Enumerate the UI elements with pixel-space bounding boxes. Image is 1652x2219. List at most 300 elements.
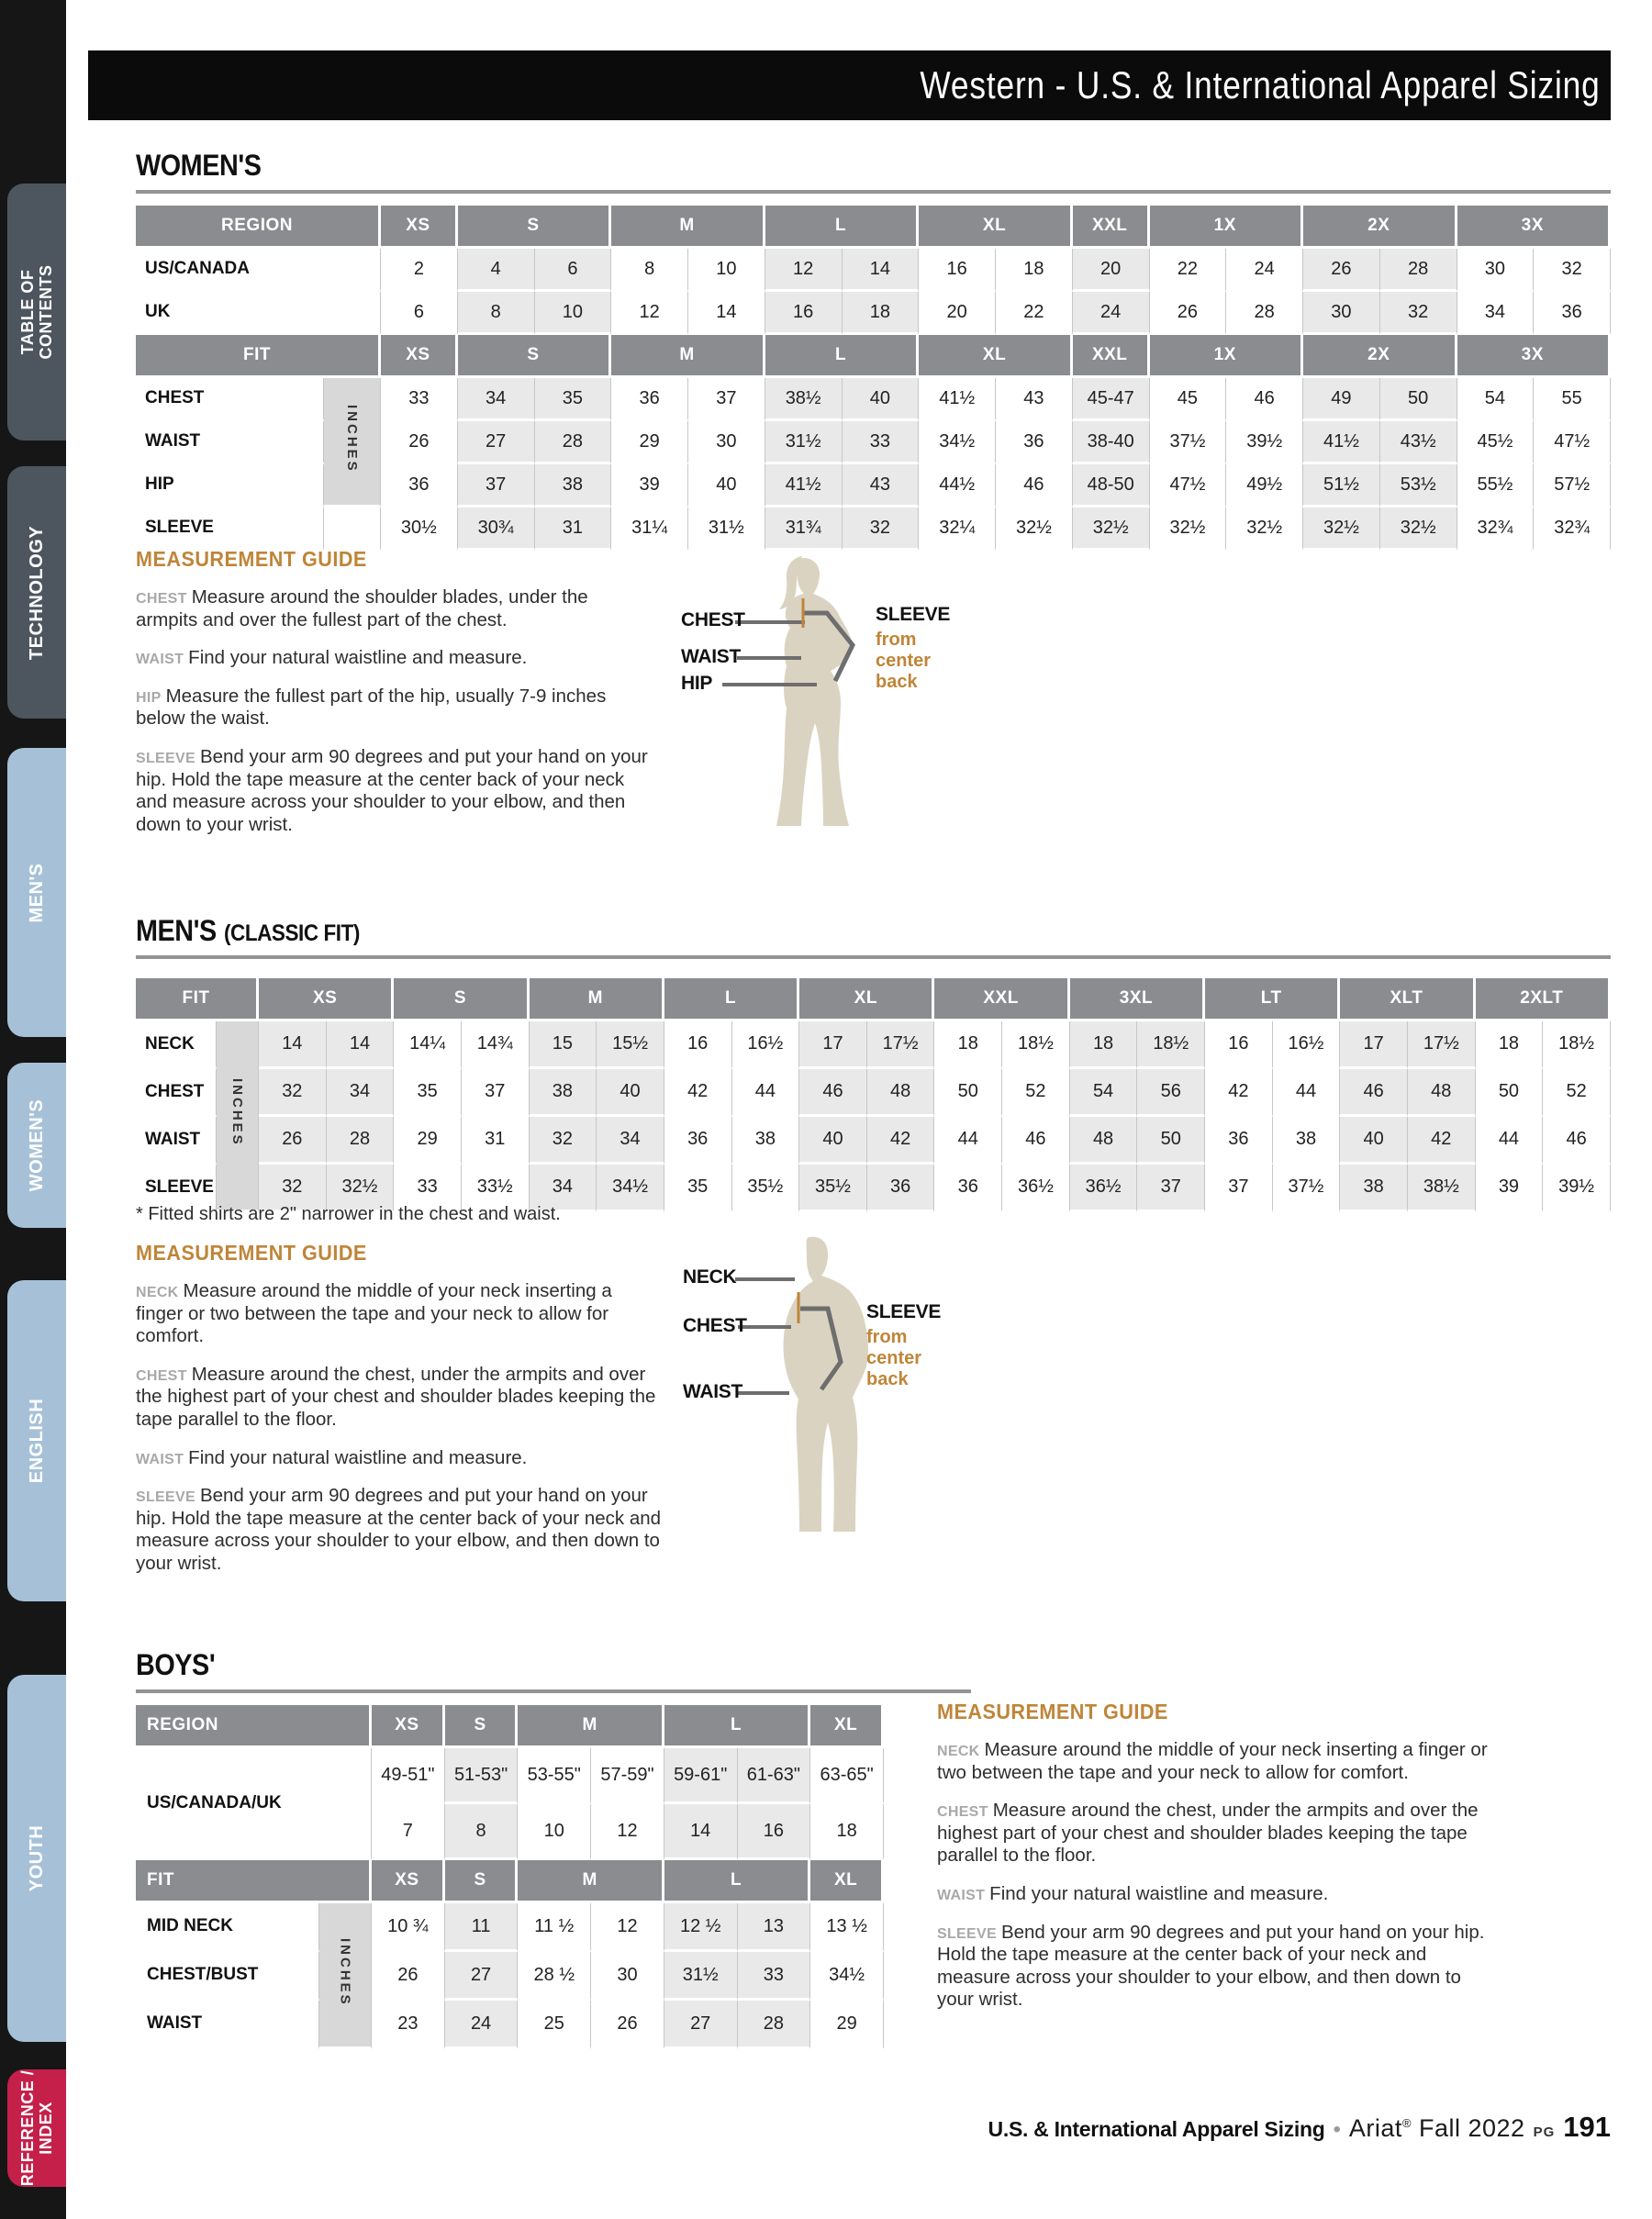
size-value-cell: 43 [996, 378, 1073, 421]
size-value-cell: 17½ [867, 1021, 935, 1069]
size-value-cell: 35 [394, 1069, 462, 1117]
size-value-cell: 7 [372, 1804, 445, 1860]
fitted-shirts-footnote: * Fitted shirts are 2" narrower in the chest and waist. [136, 1204, 561, 1224]
row-label-cell: WAIST [136, 1117, 217, 1165]
womens-measurement-guide [136, 547, 654, 852]
size-value-cell: 44 [934, 1117, 1002, 1165]
row-label-cell: US/CANADA [136, 249, 381, 292]
size-value-cell: 40 [688, 464, 765, 507]
size-value-cell: 14 [664, 1804, 738, 1860]
registered-mark: ® [1401, 2116, 1412, 2130]
size-value-cell: 37 [458, 464, 535, 507]
size-value-cell: 37½ [1273, 1165, 1341, 1212]
size-value-cell: 55½ [1457, 464, 1535, 507]
footer-bullet: • [1333, 2117, 1341, 2142]
size-value-cell: 30 [688, 421, 765, 464]
size-value-cell: 57-59" [591, 1748, 664, 1804]
size-header-cell: XL [810, 1705, 884, 1748]
size-value-cell: 38 [530, 1069, 597, 1117]
size-value-cell: 10 [688, 249, 765, 292]
size-header-cell: 3X [1457, 335, 1612, 378]
size-value-cell: 34 [458, 378, 535, 421]
size-value-cell: 15 [530, 1021, 597, 1069]
womens-table [136, 206, 1611, 551]
size-value-cell: 18 [934, 1021, 1002, 1069]
size-value-cell: 12 [765, 249, 843, 292]
size-value-cell: 46 [1002, 1117, 1070, 1165]
size-value-cell: 10 ¾ [372, 1903, 445, 1952]
boys-title-text: BOYS' [136, 1648, 216, 1681]
size-value-cell: 35 [664, 1165, 732, 1212]
size-value-cell: 30¾ [458, 507, 535, 551]
size-value-cell: 37 [1205, 1165, 1273, 1212]
guide-item-label: HIP [136, 689, 162, 706]
size-value-cell: 38½ [765, 378, 843, 421]
size-value-cell: 14¼ [394, 1021, 462, 1069]
size-value-cell: 17 [799, 1021, 867, 1069]
sidebar-tab-youth[interactable] [7, 1675, 66, 2042]
sidebar-tab-label: YOUTH [26, 1824, 47, 1892]
size-value-cell: 13 ½ [810, 1903, 884, 1952]
size-value-cell: 18 [996, 249, 1073, 292]
size-value-cell: 16 [664, 1021, 732, 1069]
size-value-cell: 10 [535, 292, 612, 335]
size-value-cell: 32½ [996, 507, 1073, 551]
size-value-cell: 8 [458, 292, 535, 335]
footer-brand-season: Ariat® Fall 2022 [1348, 2114, 1525, 2142]
size-value-cell: 26 [381, 421, 458, 464]
size-header-cell: S [394, 978, 529, 1021]
size-value-cell: 32 [259, 1069, 327, 1117]
size-value-cell: 14¾ [462, 1021, 530, 1069]
size-value-cell: 27 [458, 421, 535, 464]
size-value-cell: 35½ [799, 1165, 867, 1212]
size-value-cell: 35 [535, 378, 612, 421]
size-value-cell: 42 [867, 1117, 935, 1165]
size-value-cell: 38 [1340, 1165, 1408, 1212]
boys-sizing-table [136, 1705, 884, 2049]
figure-chest-label: CHEST [681, 609, 745, 630]
size-value-cell: 18 [1476, 1021, 1544, 1069]
size-value-cell: 2 [381, 249, 458, 292]
size-value-cell: 40 [843, 378, 920, 421]
size-value-cell: 50 [1137, 1117, 1205, 1165]
inches-blank-cell [324, 507, 381, 551]
size-header-cell: M [518, 1860, 664, 1903]
guide-item: SLEEVE Bend your arm 90 degrees and put your hand on your hip. Hold the tape measure at the center back of your neck and measure across your shoulder to your elbow, and then down to your wrist. [136, 745, 648, 835]
inches-unit-cell: INCHES [319, 1903, 372, 2049]
size-value-cell: 52 [1002, 1069, 1070, 1117]
size-value-cell: 37 [1137, 1165, 1205, 1212]
footer-page-number: 191 [1563, 2111, 1611, 2143]
mens-measurement-guide [136, 1241, 664, 1591]
guide-item: CHEST Measure around the chest, under the armpits and over the highest part of your chest and shoulder blades keeping the tape parallel to the floor. [136, 1363, 656, 1430]
row-label-cell: SLEEVE [136, 1165, 217, 1212]
row-label-cell: US/CANADA/UK [136, 1748, 372, 1860]
size-value-cell: 23 [372, 2001, 445, 2049]
size-value-cell: 39 [1476, 1165, 1544, 1212]
size-value-cell: 34½ [810, 1952, 884, 2001]
size-value-cell: 48 [867, 1069, 935, 1117]
size-value-cell: 50 [1476, 1069, 1544, 1117]
size-value-cell: 31¼ [611, 507, 688, 551]
size-value-cell: 12 [591, 1804, 664, 1860]
sidebar-tab-men-s[interactable] [7, 748, 66, 1037]
size-value-cell: 48-50 [1073, 464, 1150, 507]
size-value-cell: 17 [1340, 1021, 1408, 1069]
size-header-cell: M [611, 335, 765, 378]
size-value-cell: 33 [738, 1952, 811, 2001]
sidebar-tab-table-of-contents[interactable] [7, 184, 66, 440]
size-value-cell: 17½ [1408, 1021, 1476, 1069]
size-value-cell: 55 [1534, 378, 1611, 421]
row-label-cell: WAIST [136, 421, 324, 464]
size-value-cell: 38 [732, 1117, 800, 1165]
row-label-cell: HIP [136, 464, 324, 507]
size-value-cell: 46 [1543, 1117, 1611, 1165]
size-value-cell: 32 [259, 1165, 327, 1212]
size-value-cell: 36 [867, 1165, 935, 1212]
mens-table [136, 978, 1611, 1212]
guide-item: SLEEVE Bend your arm 90 degrees and put your hand on your hip. Hold the tape measure at the center back of your neck and measure across your shoulder to your elbow, and then down to your wrist. [136, 1485, 662, 1574]
guide-item-label: WAIST [136, 1451, 184, 1467]
size-header-cell: XXL [1073, 206, 1150, 249]
table-corner-header: FIT [136, 1860, 372, 1903]
size-value-cell: 54 [1457, 378, 1535, 421]
size-header-cell: 1X [1150, 335, 1304, 378]
size-value-cell: 31¾ [765, 507, 843, 551]
size-value-cell: 4 [458, 249, 535, 292]
size-value-cell: 45-47 [1073, 378, 1150, 421]
boys-table [136, 1705, 884, 2049]
size-value-cell: 24 [445, 2001, 519, 2049]
size-value-cell: 32 [1534, 249, 1611, 292]
guide-item: NECK Measure around the middle of your neck inserting a finger or two between the tape and your neck to allow for comfort. [937, 1739, 1488, 1783]
figure-neck-label: NECK [683, 1266, 737, 1288]
size-value-cell: 51-53" [445, 1748, 519, 1804]
size-value-cell: 39 [611, 464, 688, 507]
womens-guide-title: MEASUREMENT GUIDE [136, 547, 367, 571]
guide-item: SLEEVE Bend your arm 90 degrees and put your hand on your hip. Hold the tape measure at the center back of your neck and measure across your shoulder to your elbow, and then down to your wrist. [937, 1921, 1485, 2011]
size-value-cell: 18 [810, 1804, 884, 1860]
size-value-cell: 42 [1205, 1069, 1273, 1117]
size-value-cell: 36½ [1070, 1165, 1138, 1212]
size-header-cell: XXL [1073, 335, 1150, 378]
guide-item-label: NECK [136, 1285, 179, 1300]
guide-item: WAIST Find your natural waistline and measure. [136, 647, 528, 669]
size-value-cell: 26 [1150, 292, 1227, 335]
size-value-cell: 32 [1380, 292, 1457, 335]
boys-measurement-guide [937, 1700, 1488, 2027]
size-value-cell: 42 [664, 1069, 732, 1117]
size-value-cell: 32¼ [919, 507, 996, 551]
size-value-cell: 16½ [1273, 1021, 1341, 1069]
sidebar-tab-label: REFERENCE / INDEX [17, 2069, 55, 2187]
guide-item-label: NECK [937, 1744, 980, 1759]
size-value-cell: 18½ [1002, 1021, 1070, 1069]
size-value-cell: 49-51" [372, 1748, 445, 1804]
size-value-cell: 45 [1150, 378, 1227, 421]
row-label-cell: MID NECK [136, 1903, 319, 1952]
size-value-cell: 37 [688, 378, 765, 421]
size-value-cell: 36 [934, 1165, 1002, 1212]
size-value-cell: 18½ [1543, 1021, 1611, 1069]
size-value-cell: 34½ [919, 421, 996, 464]
footer-pg-label: PG [1533, 2124, 1556, 2140]
size-header-cell: XS [381, 335, 458, 378]
guide-item-label: SLEEVE [136, 750, 195, 766]
size-value-cell: 35½ [732, 1165, 800, 1212]
row-label-cell: SLEEVE [136, 507, 324, 551]
inches-unit-cell: INCHES [324, 378, 381, 507]
size-value-cell: 44 [1476, 1117, 1544, 1165]
size-value-cell: 32¾ [1534, 507, 1611, 551]
sidebar-tab-label: TABLE OF CONTENTS [17, 264, 55, 360]
size-value-cell: 33½ [462, 1165, 530, 1212]
size-value-cell: 33 [381, 378, 458, 421]
size-value-cell: 48 [1070, 1117, 1138, 1165]
guide-item-label: WAIST [937, 1887, 986, 1903]
size-value-cell: 45½ [1457, 421, 1535, 464]
size-value-cell: 34 [1457, 292, 1535, 335]
size-value-cell: 20 [919, 292, 996, 335]
size-header-cell: 1X [1150, 206, 1304, 249]
boys-section-title [136, 1648, 971, 1693]
guide-item-label: SLEEVE [136, 1489, 195, 1506]
size-value-cell: 53½ [1380, 464, 1457, 507]
size-value-cell: 42 [1408, 1117, 1476, 1165]
boys-guide-items [937, 1739, 1488, 2012]
size-value-cell: 32¾ [1457, 507, 1535, 551]
size-value-cell: 11 [445, 1903, 519, 1952]
size-header-cell: XS [372, 1860, 445, 1903]
size-value-cell: 14 [327, 1021, 395, 1069]
size-value-cell: 27 [445, 1952, 519, 2001]
size-header-cell: M [611, 206, 765, 249]
size-value-cell: 28 [738, 2001, 811, 2049]
size-value-cell: 6 [381, 292, 458, 335]
size-value-cell: 30 [1303, 292, 1380, 335]
size-value-cell: 30 [591, 1952, 664, 2001]
guide-item: CHEST Measure around the shoulder blades, under the armpits and over the fullest part of the chest. [136, 586, 588, 630]
sidebar-tab-technology[interactable] [7, 466, 66, 719]
mens-title-text: MEN'S [136, 914, 217, 947]
size-value-cell: 36 [1534, 292, 1611, 335]
guide-item-label: WAIST [136, 652, 184, 668]
size-value-cell: 50 [1380, 378, 1457, 421]
size-value-cell: 27 [664, 2001, 738, 2049]
size-value-cell: 32½ [1303, 507, 1380, 551]
size-header-cell: L [664, 1860, 810, 1903]
size-header-cell: S [445, 1860, 519, 1903]
womens-measurement-figure [646, 551, 1050, 837]
size-value-cell: 46 [1340, 1069, 1408, 1117]
size-header-cell: XXL [934, 978, 1069, 1021]
size-value-cell: 31½ [688, 507, 765, 551]
size-value-cell: 12 [611, 292, 688, 335]
size-value-cell: 38-40 [1073, 421, 1150, 464]
size-value-cell: 26 [591, 2001, 664, 2049]
size-value-cell: 28 [1226, 292, 1303, 335]
size-value-cell: 36 [611, 378, 688, 421]
sidebar-tab-label: ENGLISH [26, 1398, 47, 1484]
size-value-cell: 16½ [732, 1021, 800, 1069]
table-corner-header: REGION [136, 206, 381, 249]
size-value-cell: 63-65" [810, 1748, 884, 1804]
size-header-cell: XS [381, 206, 458, 249]
size-value-cell: 29 [810, 2001, 884, 2049]
size-header-cell: L [664, 978, 799, 1021]
size-value-cell: 41½ [765, 464, 843, 507]
size-value-cell: 49 [1303, 378, 1380, 421]
size-value-cell: 8 [611, 249, 688, 292]
sidebar-tab-label: MEN'S [26, 862, 47, 923]
sidebar-tab-english[interactable] [7, 1280, 66, 1601]
size-value-cell: 20 [1073, 249, 1150, 292]
size-value-cell: 32 [843, 507, 920, 551]
womens-section-title [136, 149, 1611, 194]
size-value-cell: 13 [738, 1903, 811, 1952]
size-header-cell: S [458, 206, 612, 249]
size-value-cell: 29 [394, 1117, 462, 1165]
size-value-cell: 14 [259, 1021, 327, 1069]
size-header-cell: XS [372, 1705, 445, 1748]
size-value-cell: 18½ [1137, 1021, 1205, 1069]
size-value-cell: 12 ½ [664, 1903, 738, 1952]
size-value-cell: 38 [1273, 1117, 1341, 1165]
sidebar-tab-women-s[interactable] [7, 1063, 66, 1228]
size-value-cell: 16 [919, 249, 996, 292]
size-value-cell: 34 [327, 1069, 395, 1117]
guide-item: WAIST Find your natural waistline and measure. [937, 1882, 1329, 1904]
guide-item: NECK Measure around the middle of your neck inserting a finger or two between the tape and your neck to allow for comfort. [136, 1280, 612, 1347]
mens-measurement-figure [646, 1224, 1050, 1556]
size-value-cell: 30½ [381, 507, 458, 551]
mens-section-title [136, 914, 1611, 959]
size-value-cell: 38 [535, 464, 612, 507]
size-value-cell: 47½ [1534, 421, 1611, 464]
womens-sizing-table [136, 206, 1611, 551]
size-value-cell: 24 [1226, 249, 1303, 292]
size-value-cell: 34 [530, 1165, 597, 1212]
figure-hip-label: HIP [681, 673, 713, 694]
row-label-cell: CHEST/BUST [136, 1952, 319, 2001]
boys-guide-title: MEASUREMENT GUIDE [937, 1700, 1168, 1723]
size-value-cell: 52 [1543, 1069, 1611, 1117]
size-value-cell: 16 [1205, 1021, 1273, 1069]
size-value-cell: 18 [843, 292, 920, 335]
size-value-cell: 26 [259, 1117, 327, 1165]
size-header-cell: 3X [1457, 206, 1612, 249]
guide-item-label: CHEST [136, 1367, 187, 1384]
size-value-cell: 40 [1340, 1117, 1408, 1165]
figure-sleeve-label: SLEEVE [866, 1301, 942, 1322]
size-header-cell: XL [919, 206, 1073, 249]
size-value-cell: 32½ [1380, 507, 1457, 551]
size-value-cell: 32½ [327, 1165, 395, 1212]
size-header-cell: S [458, 335, 612, 378]
size-value-cell: 54 [1070, 1069, 1138, 1117]
size-value-cell: 37 [462, 1069, 530, 1117]
sidebar-tab-reference-index[interactable] [7, 2069, 66, 2187]
size-value-cell: 61-63" [738, 1748, 811, 1804]
size-value-cell: 16 [765, 292, 843, 335]
size-header-cell: M [518, 1705, 664, 1748]
size-value-cell: 56 [1137, 1069, 1205, 1117]
size-value-cell: 50 [934, 1069, 1002, 1117]
size-value-cell: 33 [394, 1165, 462, 1212]
figure-sleeve-label: SLEEVE [876, 604, 951, 625]
size-value-cell: 46 [996, 464, 1073, 507]
figure-waist-label: WAIST [681, 646, 741, 667]
size-value-cell: 38½ [1408, 1165, 1476, 1212]
size-value-cell: 32 [530, 1117, 597, 1165]
size-value-cell: 8 [445, 1804, 519, 1860]
size-header-cell: XL [799, 978, 934, 1021]
sidebar-tab-label: TECHNOLOGY [26, 525, 47, 660]
size-header-cell: LT [1205, 978, 1340, 1021]
row-label-cell: WAIST [136, 2001, 319, 2049]
sidebar [0, 0, 66, 2219]
guide-item-label: SLEEVE [937, 1925, 997, 1942]
size-value-cell: 46 [799, 1069, 867, 1117]
figure-sleeve-sub: from center back [866, 1327, 922, 1389]
size-header-cell: 2X [1303, 335, 1457, 378]
figure-sleeve-sub: from center back [876, 630, 932, 692]
size-value-cell: 28 ½ [518, 1952, 591, 2001]
guide-item: CHEST Measure around the chest, under the armpits and over the highest part of your chest and shoulder blades keeping the tape parallel to the floor. [937, 1800, 1479, 1867]
size-value-cell: 11 ½ [518, 1903, 591, 1952]
figure-chest-label: CHEST [683, 1315, 747, 1336]
size-value-cell: 44½ [919, 464, 996, 507]
womens-guide-items [136, 586, 654, 836]
size-header-cell: L [765, 335, 920, 378]
size-value-cell: 41½ [1303, 421, 1380, 464]
size-value-cell: 15½ [597, 1021, 664, 1069]
size-value-cell: 36 [996, 421, 1073, 464]
size-value-cell: 44 [1273, 1069, 1341, 1117]
size-value-cell: 6 [535, 249, 612, 292]
size-value-cell: 36 [664, 1117, 732, 1165]
mens-title-suffix: (CLASSIC FIT) [224, 920, 360, 946]
size-value-cell: 40 [597, 1069, 664, 1117]
size-value-cell: 39½ [1543, 1165, 1611, 1212]
size-value-cell: 48 [1408, 1069, 1476, 1117]
size-header-cell: XLT [1340, 978, 1475, 1021]
guide-item-label: CHEST [136, 591, 187, 607]
size-value-cell: 39½ [1226, 421, 1303, 464]
size-value-cell: 26 [372, 1952, 445, 2001]
size-value-cell: 53-55" [518, 1748, 591, 1804]
mens-sizing-table [136, 978, 1611, 1212]
guide-item-label: CHEST [937, 1804, 988, 1821]
size-value-cell: 31½ [664, 1952, 738, 2001]
guide-item: HIP Measure the fullest part of the hip, usually 7-9 inches below the waist. [136, 685, 607, 730]
size-value-cell: 18 [1070, 1021, 1138, 1069]
size-value-cell: 30 [1457, 249, 1535, 292]
size-header-cell: 2XLT [1476, 978, 1611, 1021]
size-value-cell: 44 [732, 1069, 800, 1117]
size-value-cell: 29 [611, 421, 688, 464]
page-header-bar [88, 50, 1611, 120]
size-value-cell: 12 [591, 1903, 664, 1952]
sidebar-tab-label: WOMEN'S [26, 1098, 47, 1192]
size-header-cell: 3XL [1070, 978, 1205, 1021]
womens-title-text: WOMEN'S [136, 149, 262, 182]
size-header-cell: L [664, 1705, 810, 1748]
size-value-cell: 26 [1303, 249, 1380, 292]
size-header-cell: XL [810, 1860, 884, 1903]
